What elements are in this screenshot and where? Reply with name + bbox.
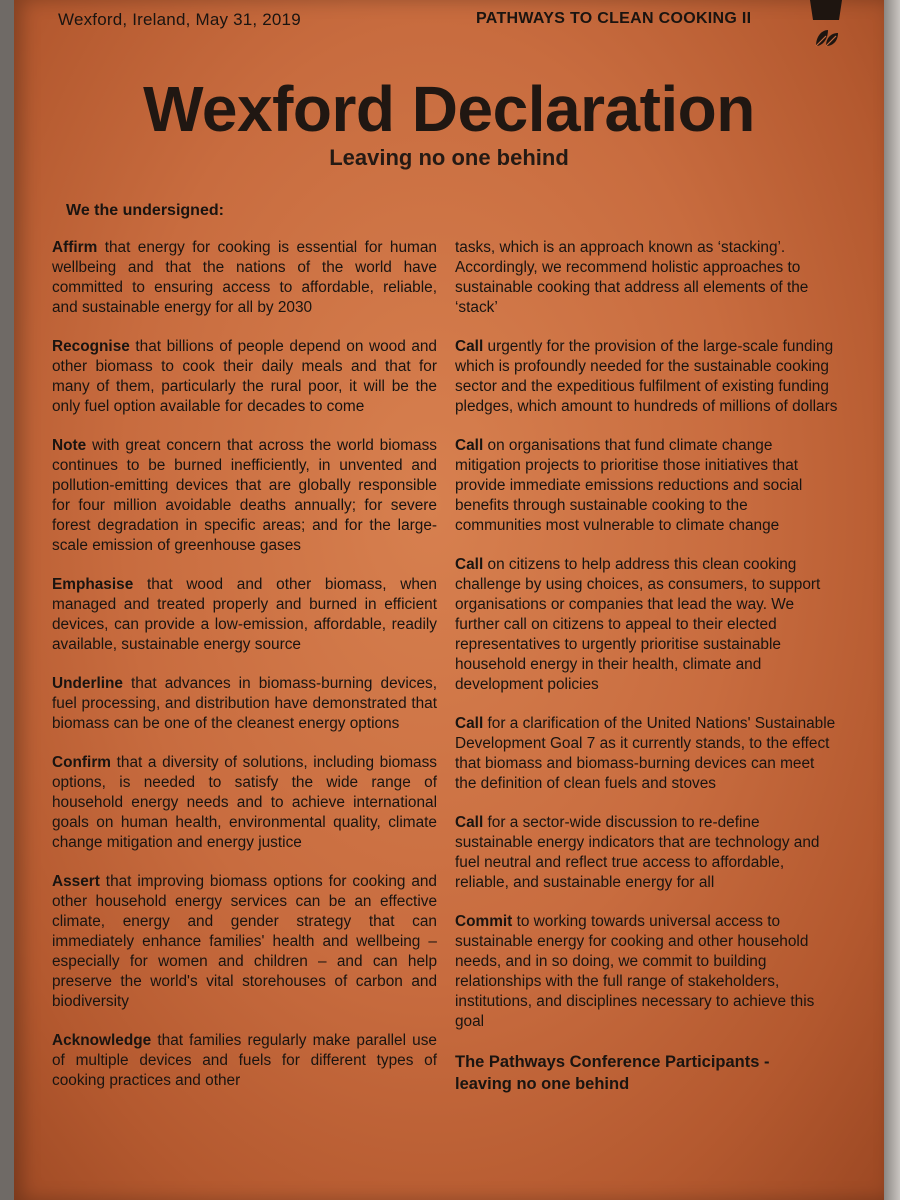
keyword: Call bbox=[455, 556, 484, 573]
paragraph-continuation: tasks, which is an approach known as ‘stacking’. Accordingly, we recommend holistic approaches to sustainable cooking that address all elements of the ‘stack’ bbox=[455, 239, 809, 316]
keyword: Call bbox=[455, 437, 484, 454]
paragraph-text: for a sector-wide discussion to re-define sustainable energy indicators that are technology and fuel neutral and reflect true access to affordable, reliable, and sustainable energy for all bbox=[455, 814, 820, 891]
page-title: Wexford Declaration bbox=[143, 73, 755, 145]
background-desk bbox=[884, 0, 900, 1200]
keyword: Emphasise bbox=[52, 576, 134, 593]
paragraph-commit bbox=[455, 912, 838, 1032]
paragraph-text: that wood and other biomass, when managed and treated properly and burned in efficient devices, can provide a low-emission, affordable, readily available, sustainable energy source bbox=[52, 576, 437, 653]
keyword: Note bbox=[52, 437, 87, 454]
keyword: Call bbox=[455, 814, 484, 831]
paragraph-call-organisations bbox=[455, 436, 838, 536]
paragraph-call-clarification bbox=[455, 714, 838, 794]
paragraph-note bbox=[52, 436, 437, 556]
header-place-date: Wexford, Ireland, May 31, 2019 bbox=[58, 10, 301, 29]
closing-signature bbox=[455, 1051, 838, 1095]
paragraph-underline bbox=[52, 674, 437, 734]
paragraph-emphasise bbox=[52, 575, 437, 655]
keyword: Assert bbox=[52, 873, 100, 890]
keyword: Acknowledge bbox=[52, 1032, 152, 1049]
paragraph-text: that advances in biomass-burning devices, fuel processing, and distribution have demonstrated that biomass can be one of the cleanest energy options bbox=[52, 675, 437, 732]
keyword: Call bbox=[455, 338, 484, 355]
paragraph-text: that improving biomass options for cooking and other household energy services can be an effective climate, energy and gender strategy that can immediately enhance families' health and wellbeing – especially for women and children – and can help preserve the world's vital storehouses of carbon and biodiversity bbox=[52, 873, 437, 1010]
right-column bbox=[455, 238, 838, 1095]
paragraph-assert bbox=[52, 872, 437, 1012]
paragraph-call-funding bbox=[455, 337, 838, 417]
page-subtitle: Leaving no one behind bbox=[329, 145, 569, 170]
paragraph-acknowledge bbox=[52, 1031, 437, 1091]
closing-line-2: leaving no one behind bbox=[455, 1075, 630, 1093]
left-column bbox=[52, 238, 437, 1110]
keyword: Commit bbox=[455, 913, 513, 930]
keyword: Underline bbox=[52, 675, 123, 692]
paragraph-affirm bbox=[52, 238, 437, 318]
paragraph-text: that billions of people depend on wood and other biomass to cook their daily meals and that for many of them, particularly the rural poor, it will be the only fuel option available for decades to come bbox=[52, 338, 437, 415]
paragraph-text: on organisations that fund climate change mitigation projects to prioritise those initiatives that provide immediate emissions reductions and social benefits through sustainable cooking to the communities most vulnerable to climate change bbox=[455, 437, 803, 534]
paragraph-text: to working towards universal access to sustainable energy for cooking and other household needs, and in so doing, we commit to building relationships with the full range of stakeholders, institutions, and disciplines necessary to achieve this goal bbox=[455, 913, 815, 1030]
paragraph-text: urgently for the provision of the large-scale funding which is profoundly needed for the sustainable cooking sector and the expeditious fulfilment of existing funding pledges, which amount to hundreds of millions of dollars bbox=[455, 338, 838, 415]
paragraph-text: that a diversity of solutions, including biomass options, is needed to satisfy the wide range of household energy needs and to achieve international goals on human health, environmental quality, climate change mitigation and energy justice bbox=[52, 754, 437, 851]
declaration-sheet bbox=[14, 0, 884, 1200]
keyword: Confirm bbox=[52, 754, 111, 771]
keyword: Affirm bbox=[52, 239, 98, 256]
header-event-name: PATHWAYS TO CLEAN COOKING II bbox=[476, 10, 752, 27]
paragraph-call-discussion bbox=[455, 813, 838, 893]
paragraph-recognise bbox=[52, 337, 437, 417]
keyword: Recognise bbox=[52, 338, 130, 355]
intro-line: We the undersigned: bbox=[66, 202, 224, 219]
paragraph-text: for a clarification of the United Nations' Sustainable Development Goal 7 as it currently stands, to the effect that biomass and biomass-burning devices can meet the definition of clean fuels and stoves bbox=[455, 715, 836, 792]
leaf-pot-icon bbox=[806, 0, 846, 52]
paragraph-call-citizens bbox=[455, 555, 838, 695]
paragraph-text: that energy for cooking is essential for human wellbeing and that the nations of the world have committed to ensuring access to affordable, reliable, and sustainable energy for all by 2030 bbox=[52, 239, 437, 316]
closing-line-1: The Pathways Conference Participants - bbox=[455, 1053, 770, 1071]
paragraph-confirm bbox=[52, 753, 437, 853]
paragraph-text: with great concern that across the world biomass continues to be burned inefficiently, in unvented and pollution-emitting devices that are globally responsible for four million avoidable deaths annually; for severe forest degradation in specific areas; and for the large-scale emission of greenhouse gases bbox=[52, 437, 437, 554]
keyword: Call bbox=[455, 715, 484, 732]
paragraph-text: that families regularly make parallel use of multiple devices and fuels for different types of cooking practices and other bbox=[52, 1032, 437, 1089]
paragraph-text: on citizens to help address this clean cooking challenge by using choices, as consumers, to support organisations or companies that lead the way. We further call on citizens to appeal to their elected representatives to urgently prioritise sustainable household energy in their health, climate and development policies bbox=[455, 556, 821, 693]
